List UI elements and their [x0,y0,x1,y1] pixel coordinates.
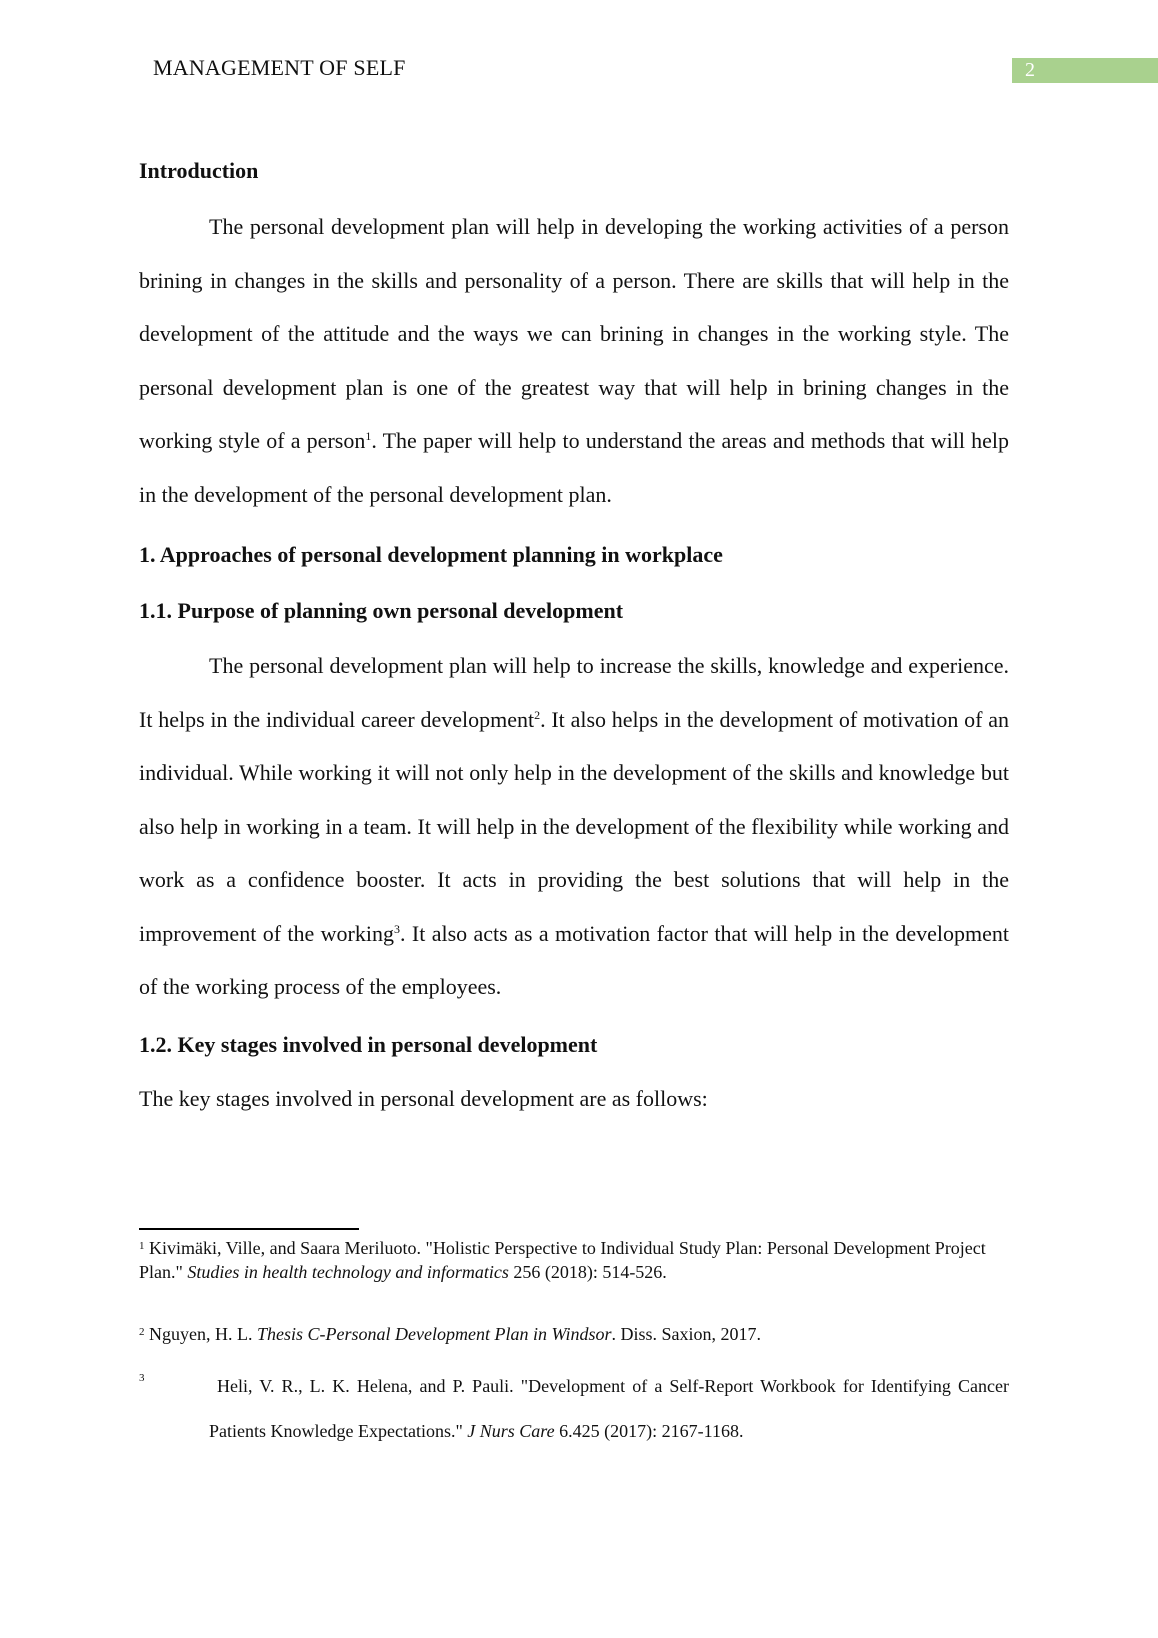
footnote-2-title: Thesis C-Personal Development Plan in Windsor [256,1324,612,1344]
footnote-2-text: Nguyen, H. L. [144,1324,257,1344]
footnote-3-citation: 6.425 (2017): 2167-1168. [554,1421,744,1441]
s11-text-b: . It also helps in the development of motivation of an individual. While working it will not only help in the development of the skills and knowledge but also help in working in a team. It will help in the development of the flexibility while working and work as a confidence booster. It acts in providing the best solutions that will help in the improvement of the working [139,706,1010,946]
footnote-ref-1[interactable]: 1 [365,429,372,443]
heading-section-1-2: 1.2. Key stages involved in personal development [139,1032,598,1057]
running-head: MANAGEMENT OF SELF [153,55,406,80]
footnote-mark-2: 2 [139,1326,145,1338]
footnote-2-citation: . Diss. Saxion, 2017. [611,1324,761,1344]
heading-introduction: Introduction [139,158,259,183]
footnote-1-journal: Studies in health technology and informatics [187,1262,509,1282]
footnote-1-citation: 256 (2018): 514-526. [508,1262,667,1282]
heading-section-1: 1. Approaches of personal development planning in workplace [139,542,723,567]
s11-text-c: . It also acts as a motivation factor that will help in the development of the working process of the employees. [139,920,1009,999]
footnote-mark-3: 3 [139,1372,145,1384]
footnote-3-body [209,1364,1009,1454]
footnote-mark-1: 1 [139,1240,145,1252]
s11-text-a: The personal development plan will help to increase the skills, knowledge and experience. It helps in the individual career development [139,653,1009,732]
footnote-ref-3[interactable]: 3 [394,921,400,936]
section-1-2-paragraph [139,1072,1009,1126]
intro-text-b: . The paper will help to understand the areas and methods that will help in the development of the personal development plan. [139,428,1009,507]
intro-paragraph [139,200,1009,521]
footnote-2 [139,1322,1009,1346]
footnote-3-journal: J Nurs Care [467,1421,555,1441]
footnote-1 [139,1236,1009,1284]
heading-section-1-1: 1.1. Purpose of planning own personal development [139,598,624,623]
footnote-separator [139,1228,359,1230]
footnote-3-text: Heli, V. R., L. K. Helena, and P. Pauli. "Development of a Self-Report Workbook for Identifying Cancer Patients Knowledge Expectations." [209,1376,1009,1441]
footnote-ref-2[interactable]: 2 [534,707,541,722]
intro-text-a: The personal development plan will help in developing the working activities of a person brining in changes in the skills and personality of a person. There are skills that will help in the development of the attitude and the ways we can brining in changes in the working style. The personal development plan is one of the greatest way that will help in brining changes in the working style of a person [139,214,1009,453]
s12-text: The key stages involved in personal development are as follows: [139,1086,708,1111]
footnote-1-text: Kivimäki, Ville, and Saara Meriluoto. "Holistic Perspective to Individual Study Plan: Personal Development Project Plan." [139,1238,986,1282]
section-1-1-paragraph [139,639,1009,1014]
page-number: 2 [1012,58,1158,83]
